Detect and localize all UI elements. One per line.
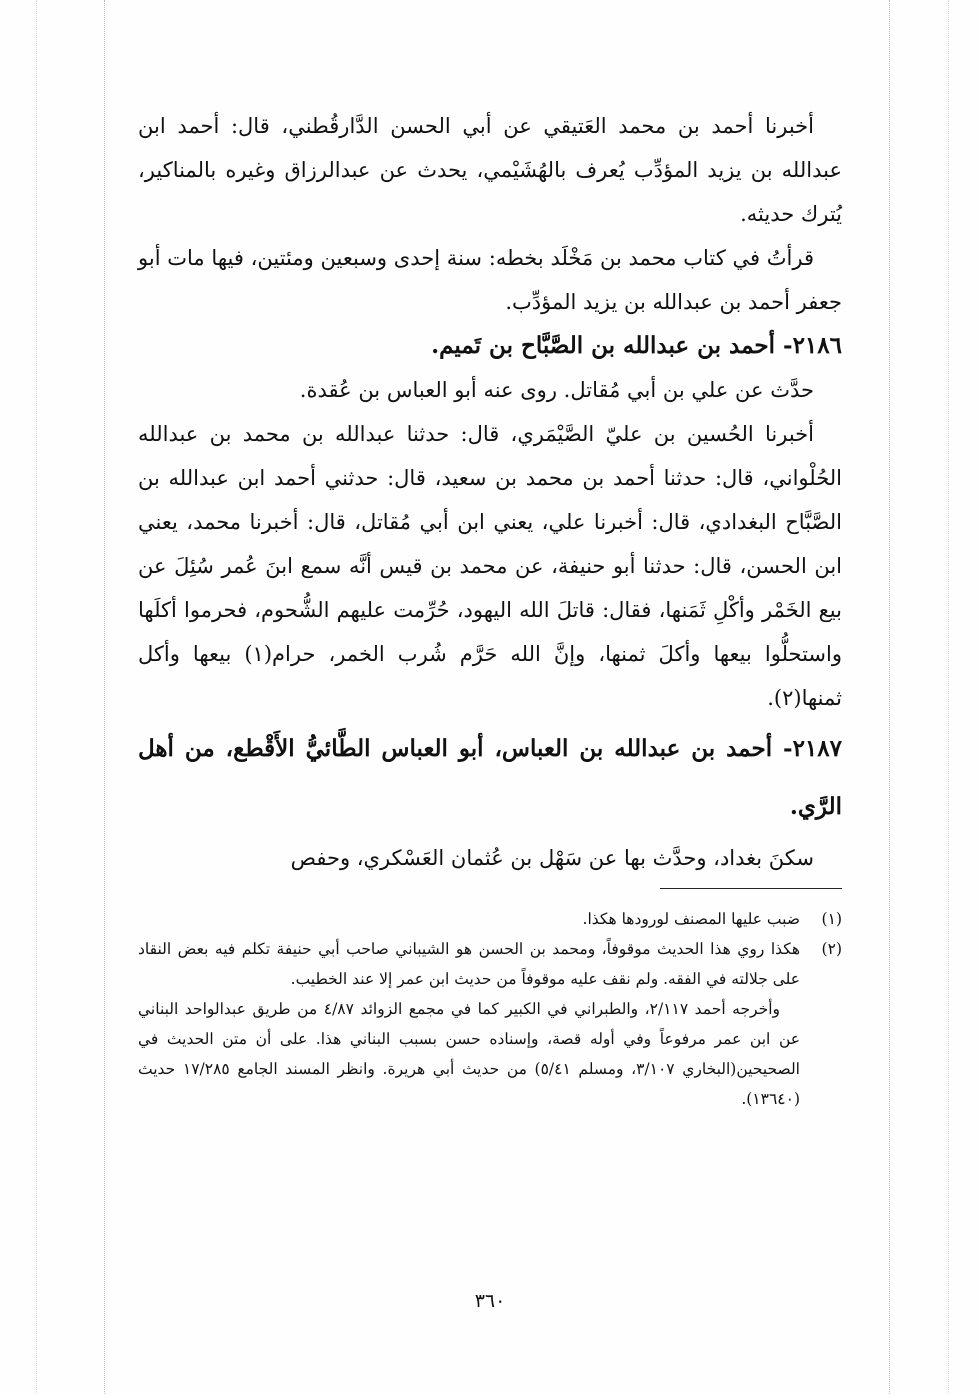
footnote-text: ضبب عليها المصنف لورودها هكذا. <box>582 910 800 928</box>
paragraph: قرأتُ في كتاب محمد بن مَخْلَد بخطه: سنة إحدى وسبعين ومئتين، فيها مات أبو جعفر أحمد بن عبدالله بن يزيد المؤدِّب. <box>138 246 842 314</box>
scan-guide-line <box>948 0 949 1394</box>
entry-heading: ٢١٨٧- أحمد بن عبدالله بن العباس، أبو العباس الطَّائيُّ الأَقْطع، من أهل الرَّي. <box>138 735 842 820</box>
footnote-number: (١) <box>821 910 842 928</box>
footnote-continuation: وأخرجه أحمد ٢/١١٧، والطبراني في الكبير كما في مجمع الزوائد ٤/٨٧ من طريق عبدالواحد البناني عن ابن عمر مرفوعاً وفي أوله قصة، وإسناده حسن بسبب البناني هذا. على أن متن الحديث في الصحيحين(البخاري ٣/١٠٧، ومسلم ٥/٤١) من حديث أبي هريرة. وانظر المسند الجامع ١٧/٢٨٥ حديث (١٣٦٤٠). <box>138 1000 800 1108</box>
entry-heading: ٢١٨٦- أحمد بن عبدالله بن الصَّبَّاح بن تَميم. <box>431 332 842 359</box>
footnote-text: هكذا روي هذا الحديث موقوفاً، ومحمد بن الحسن هو الشيباني صاحب أبي حنيفة تكلم فيه بعض النقاد على جلالته في الفقه. ولم نقف عليه موقوفاً من حديث ابن عمر إلا عند الخطيب. <box>138 940 800 988</box>
footnote-number: (٢) <box>821 940 842 958</box>
footnote-separator <box>660 888 842 889</box>
scan-guide-line <box>36 0 37 1394</box>
scan-guide-line <box>104 0 105 1394</box>
paragraph: أخبرنا أحمد بن محمد العَتيقي عن أبي الحسن الدَّارقُطني، قال: أحمد ابن عبدالله بن يزيد المؤدِّب يُعرف بالهُشَيْمي، يحدث عن عبدالرزاق وغيره بالمناكير، يُترك حديثه. <box>138 114 842 226</box>
paragraph: أخبرنا الحُسين بن عليّ الصَّيْمَري، قال: حدثنا عبدالله بن محمد بن عبدالله الحُلْواني، قال: حدثنا أحمد بن محمد بن سعيد، قال: حدثني أحمد ابن عبدالله بن الصَّبَّاح البغدادي، قال: أخبرنا علي، يعني ابن أبي مُقاتل، قال: أخبرنا محمد، يعني ابن الحسن، قال: حدثنا أبو حنيفة، عن محمد بن قيس أنَّه سمع ابنَ عُمر سُئِلَ عن بيع الخَمْر وأكْلِ ثَمَنها، فقال: قاتلَ الله اليهود، حُرِّمت عليهم الشُّحوم، فحرموا أكلَها واستحلُّوا بيعها وأكلَ ثمنها، وإنَّ الله حَرَّم شُرب الخمر، حرام(١) بيعها وأكل ثمنها(٢). <box>138 422 842 710</box>
main-text <box>138 104 842 880</box>
page-number: ٣٦٠ <box>474 1290 506 1312</box>
footnote <box>138 904 842 934</box>
paragraph: حدَّث عن علي بن أبي مُقاتل. روى عنه أبو العباس بن عُقدة. <box>299 378 814 402</box>
scan-guide-line <box>889 0 890 1394</box>
footnote <box>138 934 842 994</box>
paragraph: سكنَ بغداد، وحدَّث بها عن سَهْل بن عُثمان العَسْكري، وحفص <box>290 846 814 870</box>
footnotes <box>138 904 842 1114</box>
